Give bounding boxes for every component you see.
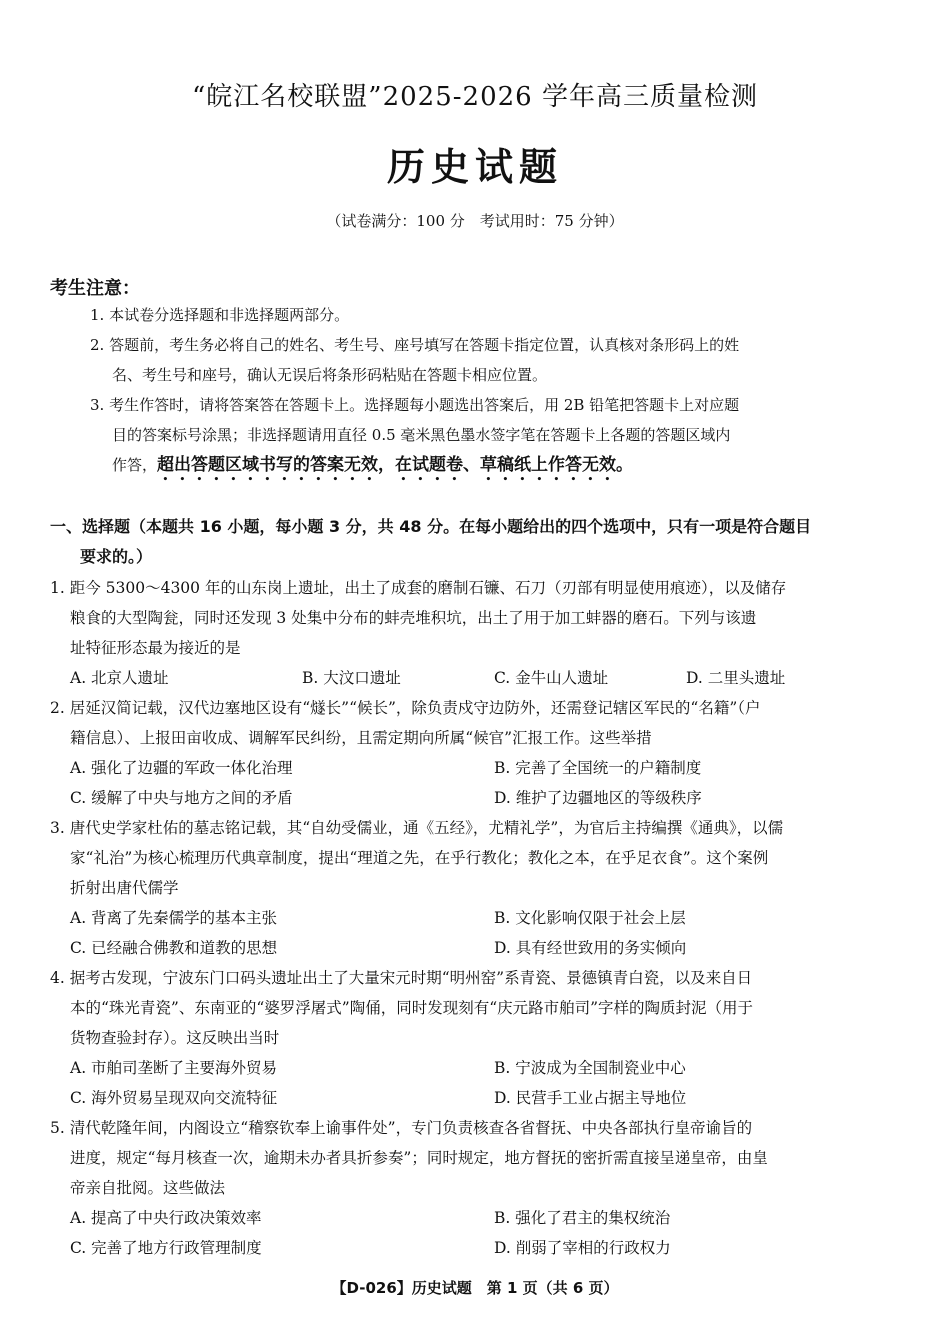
notice-item-2 (90, 330, 905, 390)
exam-info: （试卷满分：100 分 考试用时：75 分钟） (326, 212, 624, 230)
question-1 (50, 573, 905, 663)
question-5-line-2: 进度，规定“每月核查一次，逾期未办者具折参奏”；同时规定，地方督抚的密折需直接呈递皇帝，由皇 (70, 1149, 768, 1167)
question-3-line-2: 家“礼治”为核心梳理历代典章制度，提出“理道之先，在乎行教化；教化之本，在乎足衣食”。这个案例 (70, 849, 769, 867)
question-1-line-1: 1. 距今 5300～4300 年的山东岗上遗址，出土了成套的磨制石镰、石刀（刃部有明显使用痕迹），以及储存 (50, 579, 787, 597)
option-d: D. 削弱了宰相的行政权力 (494, 1239, 671, 1257)
question-5-line-3: 帝亲自批阅。这些做法 (70, 1179, 226, 1197)
option-a: A. 提高了中央行政决策效率 (70, 1209, 262, 1227)
notice-item-3-line-1: 3. 考生作答时，请将答案答在答题卡上。选择题每小题选出答案后，用 2B 铅笔把答题卡上对应题 (90, 396, 740, 414)
question-1-options (70, 663, 905, 693)
notice-emphasis: 超出答题区域书写的答案无效，在试题卷、草稿纸上作答无效。 (157, 455, 634, 475)
question-2-options-row-1 (70, 753, 905, 783)
question-4-options-row-1 (70, 1053, 905, 1083)
question-4 (50, 963, 905, 1053)
option-a: A. 北京人遗址 (70, 669, 169, 687)
page-footer: 【D-026】历史试题 第 1 页（共 6 页） (331, 1279, 619, 1297)
question-3-line-3: 折射出唐代儒学 (70, 879, 179, 897)
question-1-line-2: 粮食的大型陶瓮，同时还发现 3 处集中分布的蚌壳堆积坑，出土了用于加工蚌器的磨石。下列与该遗 (70, 609, 757, 627)
question-2-line-2: 籍信息）、上报田亩收成、调解军民纠纷，且需定期向所属“候官”汇报工作。这些举措 (70, 729, 652, 747)
option-b: B. 完善了全国统一的户籍制度 (494, 759, 702, 777)
option-a: A. 背离了先秦儒学的基本主张 (70, 909, 278, 927)
question-4-line-1: 4. 据考古发现，宁波东门口码头遗址出土了大量宋元时期“明州窑”系青瓷、景德镇青白瓷，以及来自日 (50, 969, 753, 987)
notice-heading: 考生注意： (50, 278, 140, 299)
notice-item-1: 1. 本试卷分选择题和非选择题两部分。 (90, 306, 350, 324)
option-d: D. 具有经世致用的务实倾向 (494, 939, 687, 957)
question-1-line-3: 址特征形态最为接近的是 (70, 639, 241, 657)
question-3 (50, 813, 905, 903)
option-a: A. 强化了边疆的军政一体化治理 (70, 759, 293, 777)
option-a: A. 市舶司垄断了主要海外贸易 (70, 1059, 278, 1077)
option-d: D. 民营手工业占据主导地位 (494, 1089, 687, 1107)
question-4-options-row-2 (70, 1083, 905, 1113)
question-3-options-row-2 (70, 933, 905, 963)
question-3-options-row-1 (70, 903, 905, 933)
option-c: C. 金牛山人遗址 (494, 669, 609, 687)
section-heading-line-1: 一、选择题（本题共 16 小题，每小题 3 分，共 48 分。在每小题给出的四个选项中，只有一项是符合题目 (50, 517, 812, 536)
notice-item-3 (90, 390, 905, 485)
question-5-line-1: 5. 清代乾隆年间，内阁设立“稽察钦奉上谕事件处”，专门负责核查各省督抚、中央各部执行皇帝谕旨的 (50, 1119, 753, 1137)
notice-item-2-line-2: 名、考生号和座号，确认无误后将条形码粘贴在答题卡相应位置。 (112, 366, 548, 384)
question-2-options-row-2 (70, 783, 905, 813)
option-d: D. 维护了边疆地区的等级秩序 (494, 789, 702, 807)
page-title: 历史试题 (386, 144, 563, 189)
section-heading-line-2: 要求的。） (80, 547, 153, 566)
question-3-line-1: 3. 唐代史学家杜佑的墓志铭记载，其“自幼受儒业，通《五经》，尤精礼学”，为官后主持编撰《通典》，以儒 (50, 819, 784, 837)
notice-item-2-line-1: 2. 答题前，考生务必将自己的姓名、考生号、座号填写在答题卡指定位置，认真核对条形码上的姓 (90, 336, 740, 354)
notice-item-3-line-3 (90, 450, 905, 485)
option-b: B. 大汶口遗址 (302, 669, 401, 687)
option-b: B. 文化影响仅限于社会上层 (494, 909, 686, 927)
question-4-line-3: 货物查验封存）。这反映出当时 (70, 1029, 280, 1047)
question-2-line-1: 2. 居延汉简记载，汉代边塞地区设有“燧长”“候长”，除负责戍守边防外，还需登记辖区军民的“名籍”（户 (50, 699, 761, 717)
option-d: D. 二里头遗址 (686, 669, 786, 687)
exam-header: “皖江名校联盟”2025-2026 学年高三质量检测 (192, 82, 758, 112)
question-4-line-2: 本的“珠光青瓷”、东南亚的“婆罗浮屠式”陶俑，同时发现刻有“庆元路市舶司”字样的陶质封泥（用于 (70, 999, 754, 1017)
option-b: B. 宁波成为全国制瓷业中心 (494, 1059, 686, 1077)
option-c: C. 完善了地方行政管理制度 (70, 1239, 262, 1257)
question-5-options-row-1 (70, 1203, 905, 1233)
notice-item-3-plain: 作答， (112, 456, 158, 474)
question-5 (50, 1113, 905, 1203)
option-c: C. 缓解了中央与地方之间的矛盾 (70, 789, 293, 807)
option-b: B. 强化了君主的集权统治 (494, 1209, 671, 1227)
option-c: C. 海外贸易呈现双向交流特征 (70, 1089, 278, 1107)
notice-item-3-line-2: 目的答案标号涂黑；非选择题请用直径 0.5 毫米黑色墨水签字笔在答题卡上各题的答题区域内 (112, 426, 731, 444)
question-5-options-row-2 (70, 1233, 905, 1263)
section-heading (50, 512, 910, 572)
option-c: C. 已经融合佛教和道教的思想 (70, 939, 278, 957)
question-2 (50, 693, 905, 753)
